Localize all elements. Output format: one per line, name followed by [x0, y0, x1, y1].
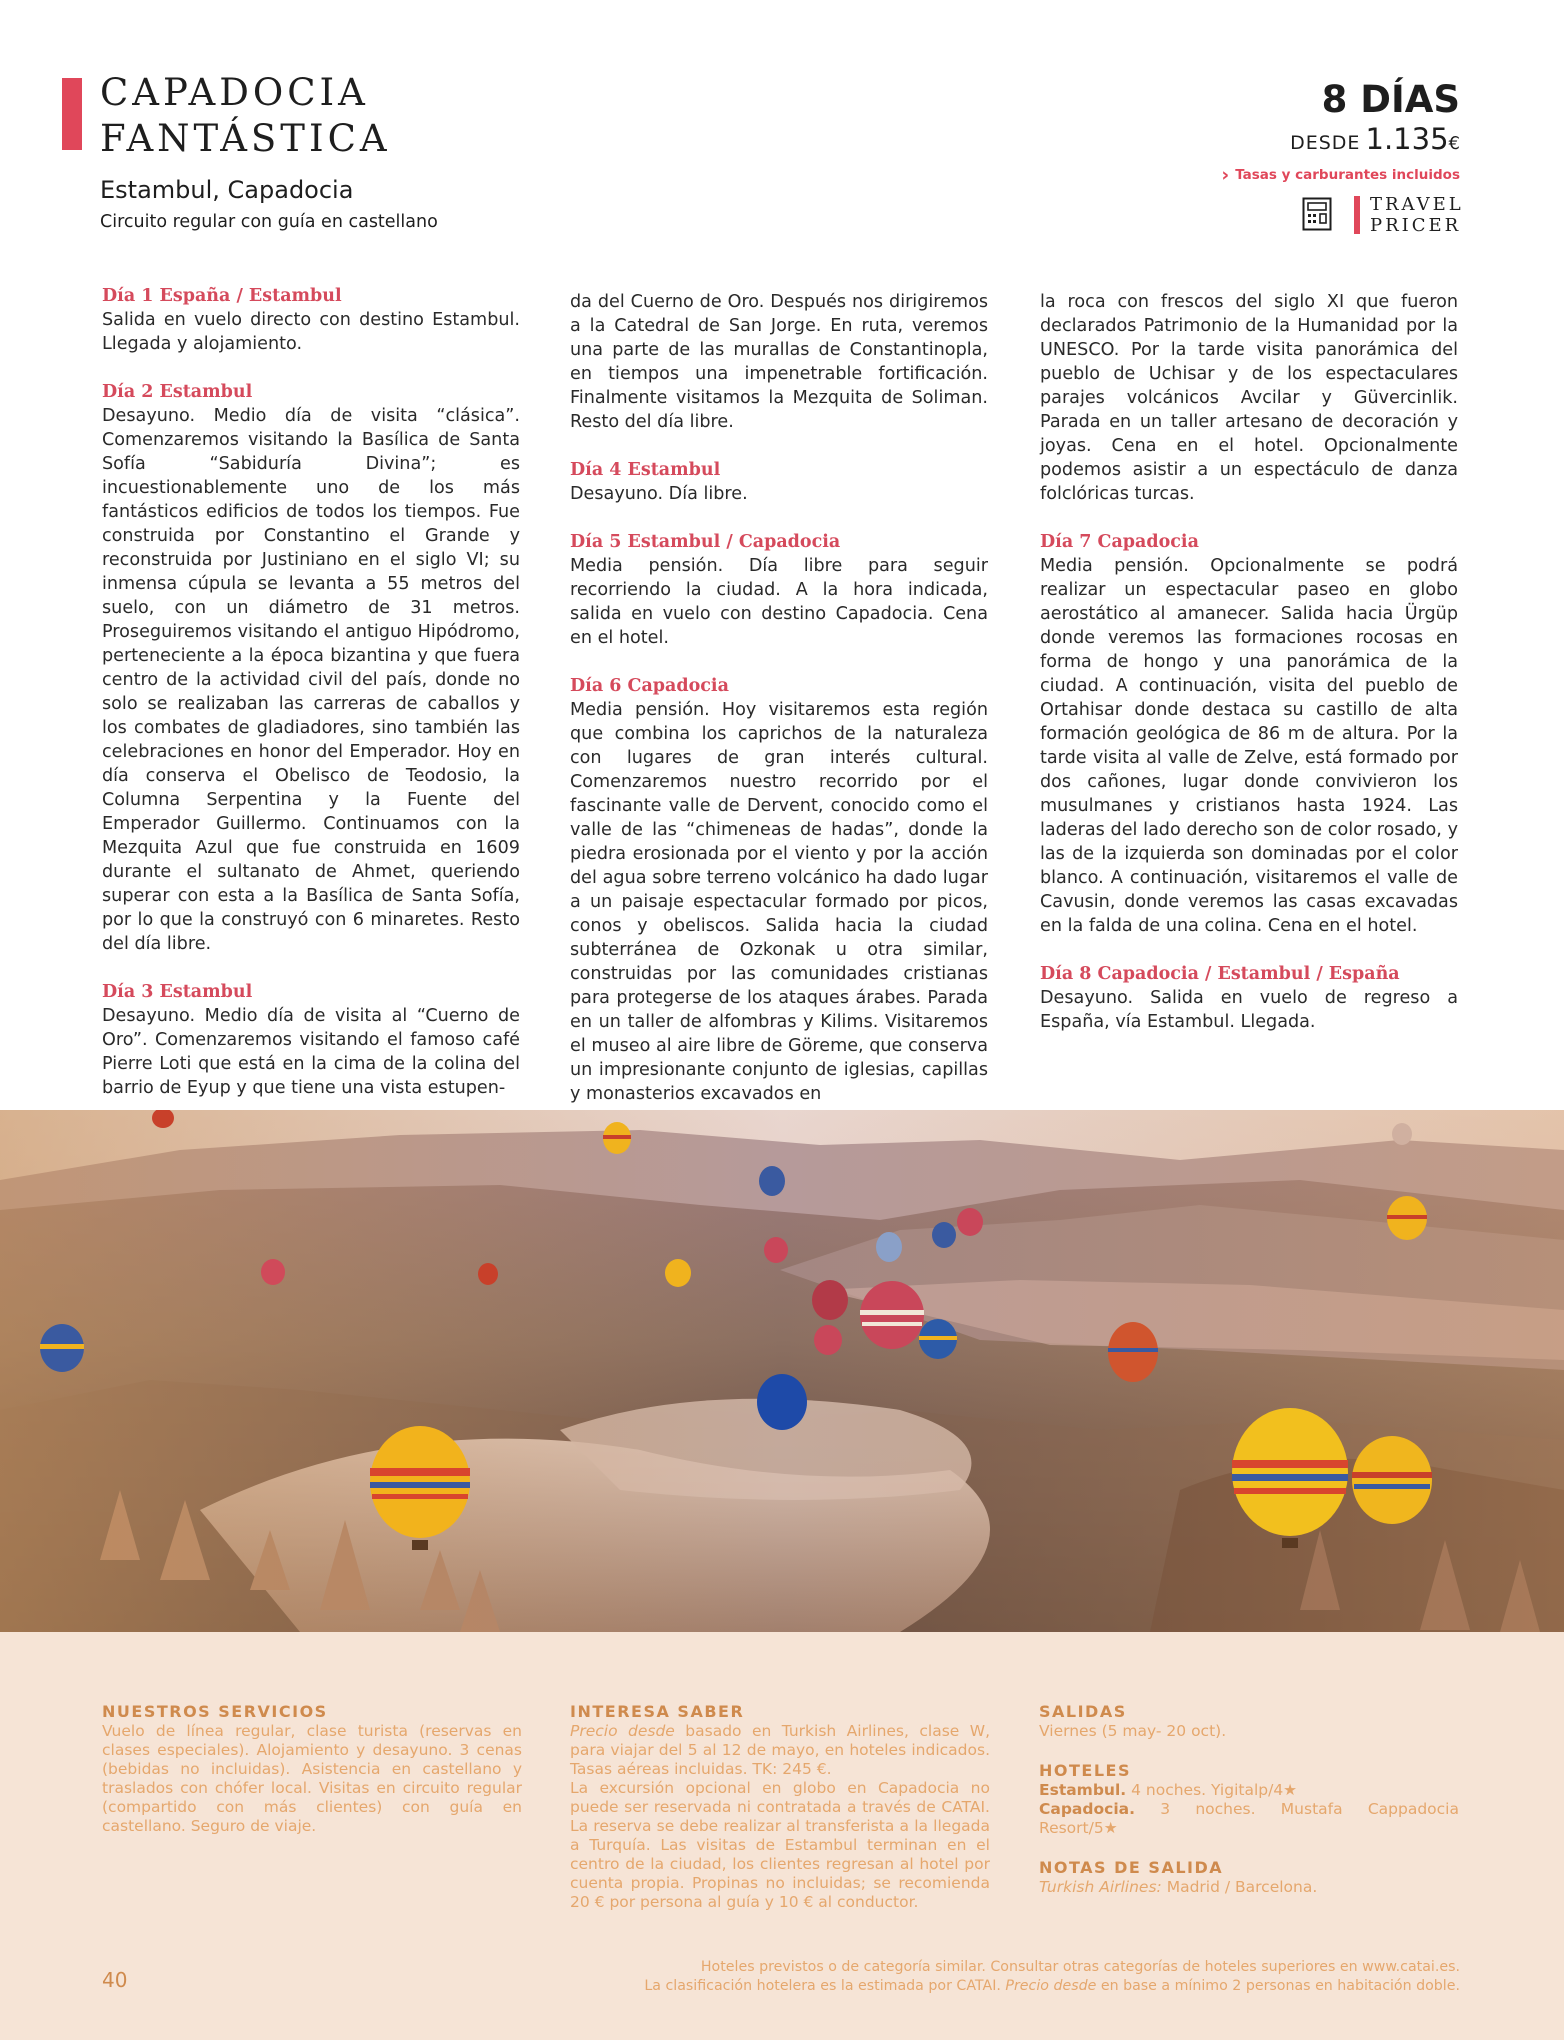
page-number: 40 — [102, 1968, 128, 1992]
itinerary-column-1 — [102, 284, 520, 1100]
itinerary-column-2 — [570, 290, 988, 1106]
title-line-1: CAPADOCIA — [100, 71, 369, 114]
hoteles-block — [1039, 1761, 1459, 1838]
services-section — [102, 1702, 522, 1836]
landscape-illustration — [0, 1110, 1564, 1632]
balloon — [603, 1122, 631, 1154]
hoteles-heading: HOTELES — [1039, 1761, 1131, 1780]
hotel-2-city: Capadocia. — [1039, 1800, 1135, 1818]
salidas-heading: SALIDAS — [1039, 1702, 1127, 1721]
balloon — [919, 1319, 957, 1359]
travel-pricer-bar — [1354, 196, 1360, 234]
balloon — [764, 1237, 788, 1263]
day-8-heading: Día 8 Capadocia / Estambul / España — [1040, 964, 1400, 984]
hotel-1 — [1039, 1781, 1459, 1800]
day-6-heading: Día 6 Capadocia — [570, 676, 729, 696]
interesa-text-1 — [570, 1722, 990, 1779]
day-7-text: Media pensión. Opcionalmente se podrá realizar un espectacular paseo en globo aerostático al amanecer. Salida hacia Ürgüp donde veremos las formaciones rocosas en forma de hongo y una panorámica de la ciudad. A continuación, visita del pueblo de Ortahisar donde destaca su castillo de alta formación geológica de 86 m de altura. Por la tarde visita al valle de Zelve, está formado por dos cañones, lugar donde convivieron los musulmanes y cristianos hasta 1924. Las laderas del lado derecho son de color rosado, y las de la izquierda son dominadas por el color blanco. A continuación, visitaremos el valle de Cavusin, donde veremos las casas excavadas en la falda de una colina. Cena en el hotel. — [1040, 556, 1458, 936]
balloon — [860, 1281, 924, 1349]
services-text: Vuelo de línea regular, clase turista (reservas en clases especiales). Alojamiento y desayuno. 3 cenas (bebidas no incluidas). Asistencia en castellano y traslados con chófer local. Visitas en circuito regular (compartido con más clientes) con guía en castellano. Seguro de viaje. — [102, 1722, 522, 1835]
notas-block — [1039, 1858, 1459, 1897]
day-6-text-continued: la roca con frescos del siglo XI que fueron declarados Patrimonio de la Humanidad por la UNESCO. Por la tarde visita panorámica del pueblo de Uchisar y de los espectaculares parajes volcánicos Avcilar y Güvercinlik. Parada en un taller artesano de decoración y joyas. Cena en el hotel. Opcionalmente podemos asistir a un espectáculo de danza folclóricas turcas. — [1040, 292, 1458, 504]
balloon — [665, 1259, 691, 1287]
title-accent-bar — [62, 78, 82, 150]
notas-text — [1039, 1878, 1459, 1897]
balloon — [757, 1374, 807, 1430]
travel-pricer-logo — [1370, 194, 1464, 236]
tour-type: Circuito regular con guía en castellano — [100, 212, 438, 232]
balloon — [478, 1263, 498, 1285]
day-1-text: Salida en vuelo directo con destino Estambul. Llegada y alojamiento. — [102, 310, 520, 354]
taxes-note-text: Tasas y carburantes incluidos — [1235, 167, 1460, 183]
day-1-heading: Día 1 España / Estambul — [102, 286, 342, 306]
day-8-text: Desayuno. Salida en vuelo de regreso a España, vía Estambul. Llegada. — [1040, 988, 1458, 1032]
balloon — [876, 1232, 902, 1262]
page-title — [100, 70, 391, 162]
footer-note-precio-desde: Precio desde — [1005, 1978, 1097, 1994]
chevron-right-icon: › — [1221, 164, 1230, 186]
day-5-heading: Día 5 Estambul / Capadocia — [570, 532, 841, 552]
cappadocia-balloons-photo — [0, 1110, 1564, 1632]
day-2-heading: Día 2 Estambul — [102, 382, 253, 402]
precio-desde-label: Precio desde — [570, 1722, 675, 1740]
balloon — [1108, 1322, 1158, 1382]
footer-note-2a: La clasificación hotelera es la estimada por CATAI. — [644, 1978, 1006, 1994]
price — [1290, 122, 1460, 156]
interesa-text-1-body: basado en Turkish Airlines, clase W, para viajar del 5 al 12 de mayo, en hoteles indicados. Tasas aéreas incluidas. TK: 245 €. — [570, 1722, 990, 1778]
footer-note-line-1: Hoteles previstos o de categoría similar. Consultar otras categorías de hoteles superiores en www.catai.es. — [700, 1959, 1460, 1975]
balloon — [40, 1324, 84, 1372]
balloon — [812, 1280, 848, 1320]
price-prefix: DESDE — [1290, 132, 1361, 154]
hotel-1-city: Estambul. — [1039, 1781, 1127, 1799]
day-5-text: Media pensión. Día libre para seguir recorriendo la ciudad. A la hora indicada, salida en vuelo con destino Capadocia. Cena en el hotel. — [570, 556, 988, 648]
balloon — [957, 1208, 983, 1236]
footer-note-line-2 — [644, 1977, 1460, 1996]
day-3-text-continued: da del Cuerno de Oro. Después nos dirigiremos a la Catedral de San Jorge. En ruta, veremos una parte de las murallas de Constantinopla, en tiempos una impenetrable fortificación. Finalmente visitamos la Mezquita de Soliman. Resto del día libre. — [570, 292, 988, 432]
price-amount: 1.135 — [1365, 122, 1449, 156]
day-3-heading: Día 3 Estambul — [102, 982, 253, 1002]
price-currency: € — [1448, 133, 1460, 154]
hotel-2-text: 3 noches. Mustafa Cappadocia Resort/5★ — [1039, 1800, 1459, 1837]
hotel-1-text: 4 noches. Yigitalp/4★ — [1126, 1781, 1298, 1799]
day-2-text: Desayuno. Medio día de visita “clásica”. Comenzaremos visitando la Basílica de Santa Sofía “Sabiduría Divina”; es incuestionablemente uno de los más fantásticos edificios de todos los tiempos. Fue construida por Constantino el Grande y reconstruida por Justiniano en el siglo VI; su inmensa cúpula se levanta a 55 metros del suelo, con un diámetro de 31 metros. Proseguiremos visitando el antiguo Hipódromo, perteneciente a la época bizantina y que fuera centro de la actividad civil del país, donde no solo se realizaban las carreras de caballos y los combates de gladiadores, sino también las celebraciones en honor del Emperador. Hoy en día conserva el Obelisco de Teodosio, la Columna Serpentina y la Fuente del Emperador Guillermo. Continuamos con la Mezquita Azul que fue construida en 1609 durante el sultanato de Ahmet, queriendo superar con esta a la Basílica de Santa Sofía, por lo que la construyó con 6 minaretes. Resto del día libre. — [102, 406, 520, 954]
calculator-icon — [1302, 197, 1332, 231]
balloon — [1392, 1123, 1412, 1145]
title-line-2: FANTÁSTICA — [100, 117, 391, 160]
salidas-text: Viernes (5 may- 20 oct). — [1039, 1722, 1227, 1740]
taxes-note — [1221, 164, 1460, 186]
destinations-subtitle: Estambul, Capadocia — [100, 176, 354, 204]
interesa-section — [570, 1702, 990, 1912]
footer-note-2b: en base a mínimo 2 personas en habitación doble. — [1096, 1978, 1460, 1994]
travel-pricer-line-2: PRICER — [1370, 215, 1462, 236]
hotel-2 — [1039, 1800, 1459, 1838]
balloon — [814, 1325, 842, 1355]
notas-heading: NOTAS DE SALIDA — [1039, 1858, 1224, 1877]
day-7-heading: Día 7 Capadocia — [1040, 532, 1199, 552]
services-heading: NUESTROS SERVICIOS — [102, 1702, 328, 1721]
balloon — [1352, 1436, 1432, 1524]
interesa-heading: INTERESA SABER — [570, 1702, 745, 1721]
day-4-text: Desayuno. Día libre. — [570, 484, 748, 504]
salidas-block — [1039, 1702, 1459, 1741]
travel-pricer-line-1: TRAVEL — [1370, 194, 1464, 215]
interesa-text-2: La excursión opcional en globo en Capadocia no puede ser reservada ni contratada a través de CATAI. La reserva se debe realizar al transferista a la llegada a Turquía. Las visitas de Estambul terminan en el centro de la ciudad, los clientes regresan al hotel por cuenta propia. Propinas no incluidas; se recomienda 20 € por persona al guía y 10 € al conductor. — [570, 1779, 990, 1911]
trip-duration: 8 DÍAS — [1321, 78, 1460, 121]
balloon — [261, 1259, 285, 1285]
departures-section — [1039, 1702, 1459, 1917]
day-4-heading: Día 4 Estambul — [570, 460, 721, 480]
notas-airline: Turkish Airlines: — [1039, 1878, 1162, 1896]
footer-note — [644, 1958, 1460, 1996]
balloon — [759, 1166, 785, 1196]
balloon — [1387, 1196, 1427, 1240]
notas-cities: Madrid / Barcelona. — [1161, 1878, 1318, 1896]
itinerary-column-3 — [1040, 290, 1458, 1034]
day-3-text: Desayuno. Medio día de visita al “Cuerno de Oro”. Comenzaremos visitando el famoso café Pierre Loti que está en la cima de la colina del barrio de Eyup y que tiene una vista estupen- — [102, 1006, 520, 1098]
balloon — [932, 1222, 956, 1248]
day-6-text: Media pensión. Hoy visitaremos esta región que combina los caprichos de la naturaleza con lugares de gran interés cultural. Comenzaremos nuestro recorrido por el fascinante valle de Dervent, conocido como el valle de las “chimeneas de hadas”, donde la piedra erosionada por el viento y por la acción del agua sobre terreno volcánico ha dado lugar a un paisaje espectacular formado por picos, conos y obeliscos. Salida hacia la ciudad subterránea de Ozkonak u otra similar, construidas por las comunidades cristianas para protegerse de los ataques árabes. Parada en un taller de alfombras y Kilims. Visitaremos el museo al aire libre de Göreme, que conserva un impresionante conjunto de iglesias, capillas y monasterios excavados en — [570, 700, 988, 1104]
